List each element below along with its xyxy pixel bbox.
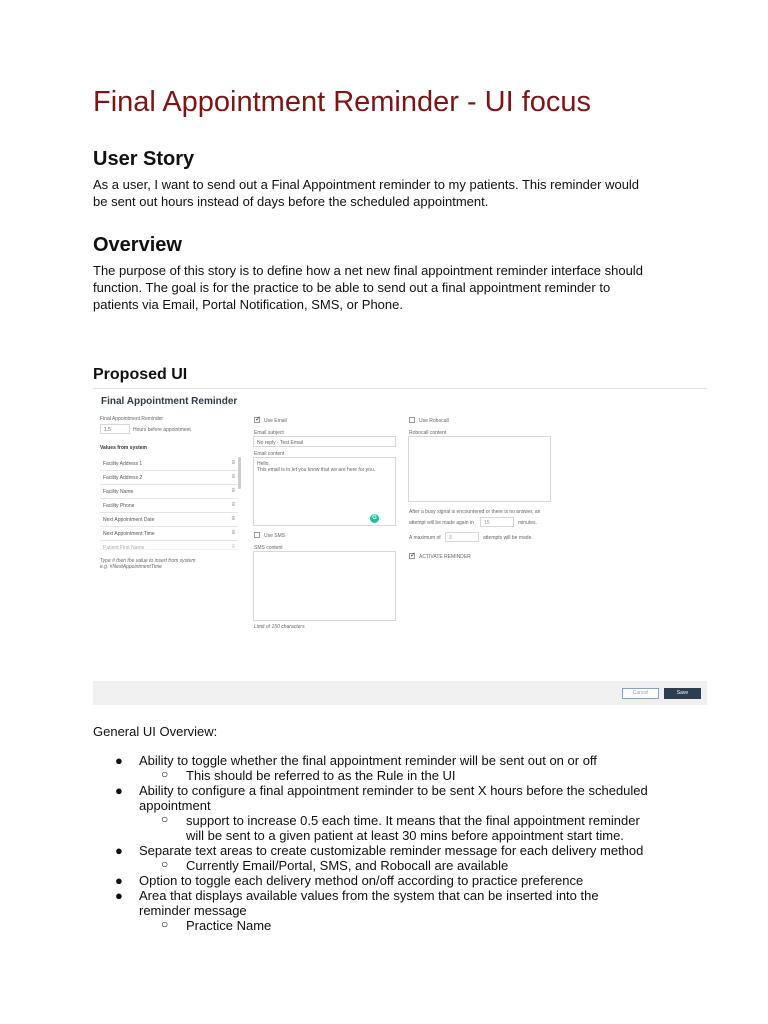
user-story-text: [93, 176, 683, 210]
user-story-line: As a user, I want to send out a Final Appointment reminder to my patients. This reminder would: [93, 177, 640, 192]
retry-minutes-value: 15: [484, 520, 490, 526]
max-attempts-pre: A maximum of: [409, 535, 441, 541]
retry-text-post: minutes.: [518, 520, 537, 526]
proposed-ui-heading: Proposed UI: [93, 366, 188, 383]
values-scrollbar[interactable]: [238, 457, 241, 489]
sub-bullet-icon: ○: [161, 812, 169, 826]
hours-suffix: Hours before appointment: [133, 427, 191, 433]
bullet-icon: ●: [115, 843, 123, 858]
retry-text-pre: attempt will be made again in: [409, 520, 474, 526]
email-content-label: Email content: [254, 451, 285, 457]
list-item-text: Area that displays available values from the system that can be inserted into the: [139, 888, 599, 903]
overview-line: The purpose of this story is to define how a net new final appointment reminder interface should: [93, 263, 643, 278]
list-subitem: [93, 858, 713, 873]
use-robocall-checkbox[interactable]: [409, 417, 415, 423]
busy-signal-text: After a busy signal is encountered or there is no answer, an: [409, 509, 541, 515]
list-subitem: [93, 768, 713, 783]
email-content-line: This email is to let you know that we are here for you.: [257, 467, 376, 473]
list-subitem: [93, 918, 713, 933]
list-item: [93, 888, 713, 918]
grammarly-icon[interactable]: G: [370, 514, 379, 523]
value-label: Next Appointment Date: [103, 517, 155, 523]
bullet-icon: ●: [115, 753, 123, 768]
list-subitem: [93, 813, 713, 843]
value-label: Facility Name: [103, 489, 134, 495]
drag-handle-icon[interactable]: ≡: [231, 502, 235, 508]
user-story-line: be sent out hours instead of days before the scheduled appointment.: [93, 194, 489, 209]
overview-heading: Overview: [93, 234, 182, 256]
overview-bullet-list: [93, 753, 713, 933]
list-item-text: Option to toggle each delivery method on/off according to practice preference: [139, 873, 584, 888]
list-item-text: Separate text areas to create customizable reminder message for each delivery method: [139, 843, 644, 858]
bullet-icon: ●: [115, 783, 123, 798]
list-item: [93, 843, 713, 858]
values-hint: Type # then the value to insert from system: [100, 558, 196, 564]
list-item: [93, 753, 713, 768]
values-heading: Values from system: [100, 445, 147, 451]
sub-bullet-icon: ○: [161, 767, 169, 781]
reminder-label: Final Appointment Reminder: [100, 416, 164, 422]
max-attempts-post: attempts will be made.: [483, 535, 533, 541]
sms-limit-note: Limit of 150 characters: [254, 624, 305, 630]
overview-text: [93, 262, 683, 313]
activate-reminder-label: ACTIVATE REMINDER: [419, 554, 471, 560]
value-label: Next Appointment Time: [103, 531, 155, 537]
value-item[interactable]: [100, 542, 238, 550]
robocall-content-label: Robocall content: [409, 430, 447, 436]
list-item-text: Currently Email/Portal, SMS, and Robocall are available: [186, 858, 509, 873]
value-item[interactable]: [100, 500, 238, 513]
use-sms-checkbox[interactable]: [254, 532, 260, 538]
general-overview-label: General UI Overview:: [93, 724, 218, 739]
email-subject-label: Email subject: [254, 430, 284, 436]
retry-minutes-input[interactable]: [480, 517, 514, 527]
use-email-checkbox[interactable]: [254, 417, 260, 423]
list-item-text: appointment: [139, 798, 211, 813]
list-item-text: reminder message: [139, 903, 247, 918]
list-item-text: This should be referred to as the Rule in the UI: [186, 768, 456, 783]
list-item-text: Ability to configure a final appointment reminder to be sent X hours before the scheduled: [139, 783, 648, 798]
list-item: [93, 873, 713, 888]
value-item[interactable]: [100, 458, 238, 471]
value-label: Facility Address 1: [103, 461, 143, 467]
bullet-icon: ●: [115, 873, 123, 888]
value-item[interactable]: [100, 472, 238, 485]
drag-handle-icon[interactable]: ≡: [231, 530, 235, 536]
overview-line: function. The goal is for the practice to be able to send out a final appointment reminder to: [93, 280, 611, 295]
save-button[interactable]: Save: [664, 688, 701, 699]
list-item-text: Ability to toggle whether the final appointment reminder will be sent out on or off: [139, 753, 597, 768]
mock-title: Final Appointment Reminder: [101, 396, 238, 407]
email-content-line: Hello,: [257, 461, 270, 467]
value-label: Facility Address 2: [103, 475, 143, 481]
value-label: Facility Phone: [103, 503, 135, 509]
hours-value: 1.5: [104, 427, 111, 433]
list-item-text: support to increase 0.5 each time. It means that the final appointment reminder: [186, 813, 640, 828]
drag-handle-icon[interactable]: ≡: [231, 460, 235, 466]
activate-reminder-checkbox[interactable]: [409, 553, 415, 559]
robocall-content-textarea[interactable]: [408, 436, 551, 502]
drag-handle-icon[interactable]: ≡: [231, 488, 235, 494]
sms-content-textarea[interactable]: [253, 551, 396, 621]
max-attempts-input[interactable]: [445, 532, 479, 542]
max-attempts-value: 3: [449, 535, 452, 541]
list-item-text: Practice Name: [186, 918, 272, 933]
list-item-text: will be sent to a given patient at least 30 mins before appointment start time.: [186, 828, 624, 843]
sub-bullet-icon: ○: [161, 917, 169, 931]
proposed-ui-screenshot: [93, 388, 707, 705]
list-item: [93, 783, 713, 813]
sub-bullet-icon: ○: [161, 857, 169, 871]
overview-line: patients via Email, Portal Notification, SMS, or Phone.: [93, 297, 403, 312]
page-title: Final Appointment Reminder - UI focus: [93, 86, 592, 118]
use-robocall-label: Use Robocall: [419, 418, 449, 424]
drag-handle-icon[interactable]: ≡: [231, 544, 235, 550]
drag-handle-icon[interactable]: ≡: [231, 474, 235, 480]
value-item[interactable]: [100, 528, 238, 541]
use-sms-label: Use SMS: [264, 533, 286, 539]
email-subject-input[interactable]: [253, 436, 396, 447]
mock-footer: [93, 681, 707, 705]
cancel-button[interactable]: Cancel: [622, 688, 659, 699]
drag-handle-icon[interactable]: ≡: [231, 516, 235, 522]
value-item[interactable]: [100, 514, 238, 527]
value-item[interactable]: [100, 486, 238, 499]
values-hint-example: e.g. #NextAppointmentTime: [100, 564, 162, 570]
use-email-label: Use Email: [264, 418, 287, 424]
value-label: Patient First Name: [103, 545, 145, 550]
sms-content-label: SMS content: [254, 545, 283, 551]
bullet-icon: ●: [115, 888, 123, 903]
email-subject-value: No reply - Test Email: [257, 440, 304, 446]
user-story-heading: User Story: [93, 148, 195, 170]
hours-input[interactable]: [100, 424, 130, 434]
